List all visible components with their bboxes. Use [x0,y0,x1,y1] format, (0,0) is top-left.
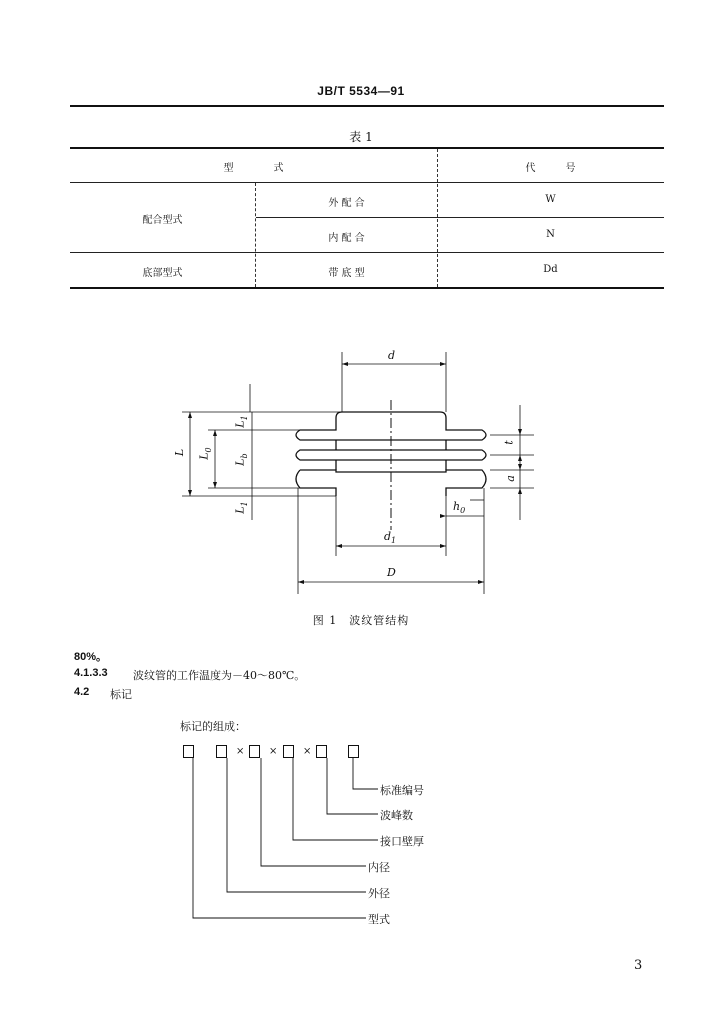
dim-label-L1-top: $L_1$ [233,415,249,428]
marking-label-standard-number: 标准编号 [380,784,424,797]
figure-caption: 图 1 波纹管结构 [312,614,410,627]
marking-label-inner-diameter: 内径 [368,861,390,874]
table-cell-code: N [546,229,555,240]
table-cell-group: 底部型式 [142,268,183,279]
dim-label-t: t [502,440,516,445]
marking-label-type: 型式 [368,913,390,926]
marking-label-wall-thickness: 接口壁厚 [380,835,424,848]
table-head-code: 代 号 [525,163,576,174]
continued-text: 80%。 [74,651,108,663]
clause-text: 波纹管的工作温度为－40～80℃。 [133,669,306,682]
multiply-sign: × [236,746,245,757]
table-cell-sub: 外 配 合 [328,198,365,209]
table-cell-group: 配合型式 [142,215,183,226]
page-number: 3 [634,958,643,973]
dim-label-L: L [173,448,187,457]
multiply-sign: × [303,746,312,757]
marking-title: 标记的组成： [180,720,246,733]
marking-label-outer-diameter: 外径 [368,887,390,900]
dim-label-L1-bottom: $L_1$ [233,501,249,514]
dim-label-h0: $h_0$ [453,500,466,516]
dim-label-a: a [503,475,517,482]
table-head-type: 型 式 [223,163,284,174]
dim-label-d1: $d_1$ [384,530,397,546]
multiply-sign: × [269,746,278,757]
table-cell-code: W [545,194,556,205]
dim-label-L0: $L_0$ [197,447,213,460]
dim-label-d: d [388,349,396,362]
table-caption: 表 1 [349,130,373,144]
clause-text: 标记 [110,688,132,701]
clause-number: 4.1.3.3 [74,667,108,679]
table-cell-sub: 带 底 型 [328,268,365,279]
marking-label-crest-count: 波峰数 [380,809,413,822]
table-cell-code: Dd [543,264,558,275]
table-cell-sub: 内 配 合 [328,233,365,244]
dim-label-Lb: $L_b$ [233,453,249,466]
standard-code-header: JB/T 5534—91 [317,84,405,98]
clause-number: 4.2 [74,686,90,698]
dim-label-D: D [387,566,396,579]
